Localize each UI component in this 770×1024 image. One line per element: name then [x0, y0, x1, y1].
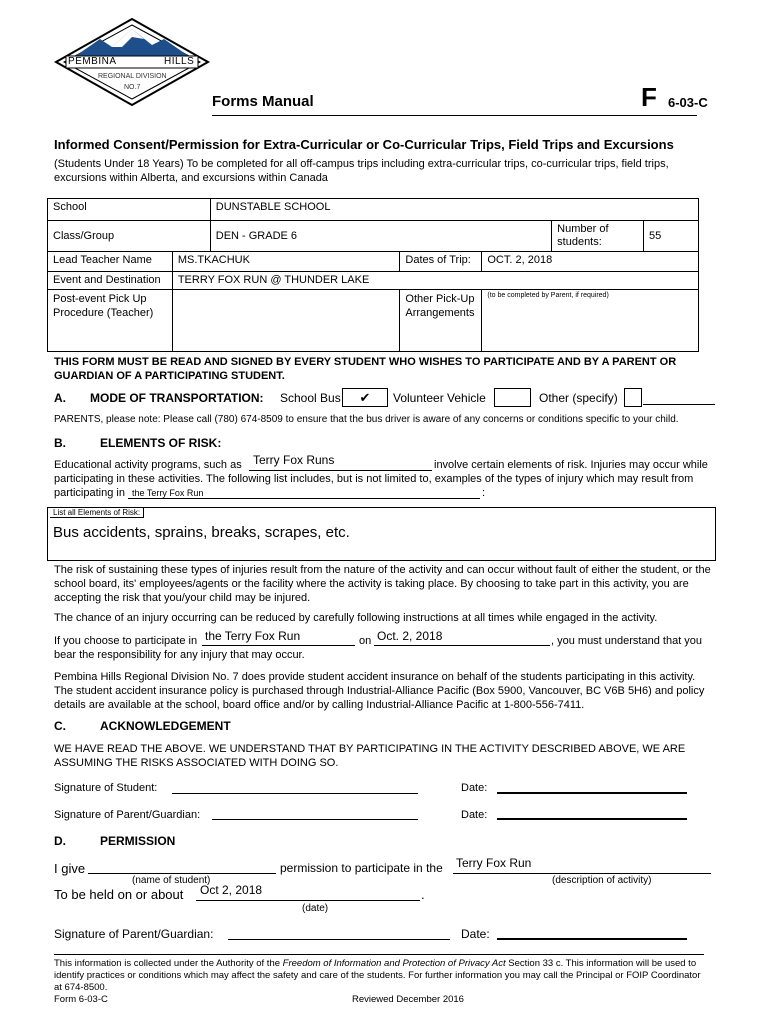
pembina-hills-logo: [52, 17, 212, 107]
activity-field-2[interactable]: the Terry Fox Run: [205, 629, 301, 643]
risk-para-4-line2: bear the responsibility for any injury that may occur.: [54, 649, 305, 661]
sig-parent-d-field[interactable]: [228, 939, 450, 940]
sig-student-label: Signature of Student:: [54, 782, 158, 794]
school-bus-checkbox[interactable]: [342, 388, 388, 407]
event-label: Event and Destination: [48, 272, 173, 290]
header-rule: [212, 115, 697, 116]
sig-parent-date-label: Date:: [461, 809, 488, 821]
risk-para-start: Educational activity programs, such as: [54, 459, 242, 471]
risk-para-4-start: If you choose to participate in: [54, 635, 198, 647]
risk-para-2: The risk of sustaining these types of injuries result from the nature of the activity and can occur without fault of either the student, or the school board, its' employees/agents or the facility where the activity is taking place. By choosing to take part in this activity, you are accepting the risk that you/your child may be injured.: [54, 564, 711, 604]
other-pickup-field[interactable]: (to be completed by Parent, if required): [482, 290, 699, 352]
volunteer-vehicle-label: Volunteer Vehicle: [393, 391, 486, 405]
sig-parent-field[interactable]: [212, 819, 418, 820]
risk-para-4-end: , you must understand that you: [551, 635, 703, 647]
activity-field-line: [249, 470, 432, 471]
footer-text: [54, 958, 704, 994]
risk-para-line3: participating in: [54, 487, 125, 499]
footer-text-act: Freedom of Information and Protection of Privacy Act: [282, 958, 506, 969]
checkmark-icon: ✔: [359, 390, 371, 405]
section-b-letter: B.: [54, 436, 66, 450]
risk-para-end: involve certain elements of risk. Injuries may occur while: [434, 459, 708, 471]
other-pickup-label: Other Pick-Up Arrangements: [400, 290, 482, 352]
teacher-field[interactable]: MS.TKACHUK: [172, 252, 400, 272]
sig-student-date-field[interactable]: [497, 792, 687, 794]
section-d-title: PERMISSION: [100, 834, 176, 848]
i-give-label: I give: [54, 861, 86, 876]
footer-text-end: Section 33 c. This information will be used to identify practices or conditions which may affect the safety and care of the students. For further information you may call the Principal or FOIP Coordinator at 674-8500.: [54, 958, 701, 993]
participating-field[interactable]: the Terry Fox Run: [132, 488, 204, 498]
dates-label: Dates of Trip:: [400, 252, 482, 272]
logo-line1: REGIONAL DIVISION: [98, 73, 167, 80]
form-title: Informed Consent/Permission for Extra-Curricular or Co-Curricular Trips, Field Trips and Excursions: [54, 137, 674, 152]
school-label: School: [48, 199, 211, 221]
num-students-label: Number of students:: [552, 221, 644, 252]
school-field[interactable]: DUNSTABLE SCHOOL: [210, 199, 698, 221]
event-field[interactable]: TERRY FOX RUN @ THUNDER LAKE: [172, 272, 698, 290]
sig-parent-d-date-field[interactable]: [497, 938, 687, 940]
held-date-field-line: [196, 900, 420, 901]
sig-student-date-label: Date:: [461, 782, 488, 794]
risk-para-3: The chance of an injury occurring can be reduced by carefully following instructions at all times while engaged in the activity.: [54, 612, 658, 624]
sig-parent-d-label: Signature of Parent/Guardian:: [54, 927, 214, 941]
form-number: 6-03-C: [668, 95, 708, 110]
date-field-2[interactable]: Oct. 2, 2018: [377, 629, 443, 643]
acknowledgement-text: WE HAVE READ THE ABOVE. WE UNDERSTAND THAT BY PARTICIPATING IN THE ACTIVITY DESCRIBED ABOVE, WE ARE ASSUMING THE RISKS ASSOCIATED WITH DOING SO.: [54, 743, 686, 769]
student-name-caption: (name of student): [132, 875, 211, 886]
section-d-letter: D.: [54, 834, 66, 848]
activity-field-2-line: [202, 645, 355, 646]
sig-parent-date-field[interactable]: [497, 818, 687, 820]
pickup-field[interactable]: [172, 290, 400, 352]
class-label: Class/Group: [48, 221, 211, 252]
num-students-field[interactable]: 55: [644, 221, 699, 252]
class-field[interactable]: DEN - GRADE 6: [210, 221, 551, 252]
permission-text: permission to participate in the: [280, 861, 443, 875]
section-a-letter: A.: [54, 391, 66, 405]
section-c-title: ACKNOWLEDGEMENT: [100, 719, 231, 733]
manual-title: Forms Manual: [212, 93, 314, 110]
activity-desc-field-line: [453, 873, 711, 874]
section-a-title: MODE OF TRANSPORTATION:: [90, 391, 264, 405]
volunteer-vehicle-checkbox[interactable]: [494, 388, 531, 407]
footer-form-number: Form 6-03-C: [54, 994, 108, 1005]
colon: :: [482, 487, 486, 499]
risk-para-4-on: on: [359, 635, 372, 647]
logo-name-right: HILLS: [164, 56, 195, 67]
school-bus-label: School Bus: [280, 391, 341, 405]
section-b-title: ELEMENTS OF RISK:: [100, 436, 222, 450]
parents-note: PARENTS, please note: Please call (780) 674-8509 to ensure that the bus driver is aware of any concerns or conditions specific to your child.: [54, 414, 679, 425]
other-transport-field[interactable]: [643, 404, 715, 405]
other-transport-checkbox[interactable]: [624, 388, 642, 407]
risk-box[interactable]: [47, 507, 716, 561]
activity-desc-caption: (description of activity): [552, 875, 652, 886]
sig-student-field[interactable]: [172, 793, 418, 794]
sig-parent-d-date-label: Date:: [461, 927, 490, 941]
trip-info-table: [47, 198, 699, 352]
must-read-notice: THIS FORM MUST BE READ AND SIGNED BY EVERY STUDENT WHO WISHES TO PARTICIPATE AND BY A PARENT OR GUARDIAN OF A PARTICIPATING STUDENT.: [54, 356, 677, 382]
other-transport-label: Other (specify): [539, 391, 618, 405]
footer-reviewed: Reviewed December 2016: [352, 994, 464, 1005]
dates-field[interactable]: OCT. 2, 2018: [482, 252, 699, 272]
date-field-2-line: [374, 645, 550, 646]
date-caption: (date): [302, 903, 329, 914]
student-name-field[interactable]: [88, 873, 276, 874]
logo-line2: NO.7: [124, 84, 141, 91]
activity-desc-field[interactable]: Terry Fox Run: [456, 856, 532, 870]
activity-field[interactable]: Terry Fox Runs: [253, 453, 335, 467]
risk-box-value: Bus accidents, sprains, breaks, scrapes, etc.: [53, 524, 350, 541]
logo-name-left: PEMBINA: [68, 56, 117, 67]
sig-parent-label: Signature of Parent/Guardian:: [54, 809, 201, 821]
pickup-label: Post-event Pick Up Procedure (Teacher): [48, 290, 173, 352]
risk-box-label: List all Elements of Risk:: [50, 508, 144, 518]
form-subtitle: (Students Under 18 Years) To be completed for all off-campus trips including extra-curricular trips, co-curricular trips, field trips, excursions within Alberta, and excursions within Canada: [54, 158, 669, 184]
risk-para-line2: participating in these activities. The following list includes, but is not limited to, examples of the types of injury which may result from: [54, 473, 694, 485]
held-label: To be held on or about: [54, 887, 184, 902]
held-period: .: [421, 887, 425, 902]
section-c-letter: C.: [54, 719, 66, 733]
teacher-label: Lead Teacher Name: [48, 252, 173, 272]
insurance-para: Pembina Hills Regional Division No. 7 does provide student accident insurance on behalf of the students participating in this activity. The student accident insurance policy is purchased through Industrial-Alliance Pacific (Box 5900, Vancouver, BC V6B 5H6) and policy details are available at the school, board office and/or by calling Industrial-Alliance Pacific at 1-800-556-7411.: [54, 671, 705, 711]
held-date-field[interactable]: Oct 2, 2018: [200, 883, 263, 897]
footer-rule: [54, 954, 704, 955]
participating-field-line: [128, 498, 480, 499]
footer-text-start: This information is collected under the Authority of the: [54, 958, 281, 969]
form-letter: F: [641, 82, 657, 112]
